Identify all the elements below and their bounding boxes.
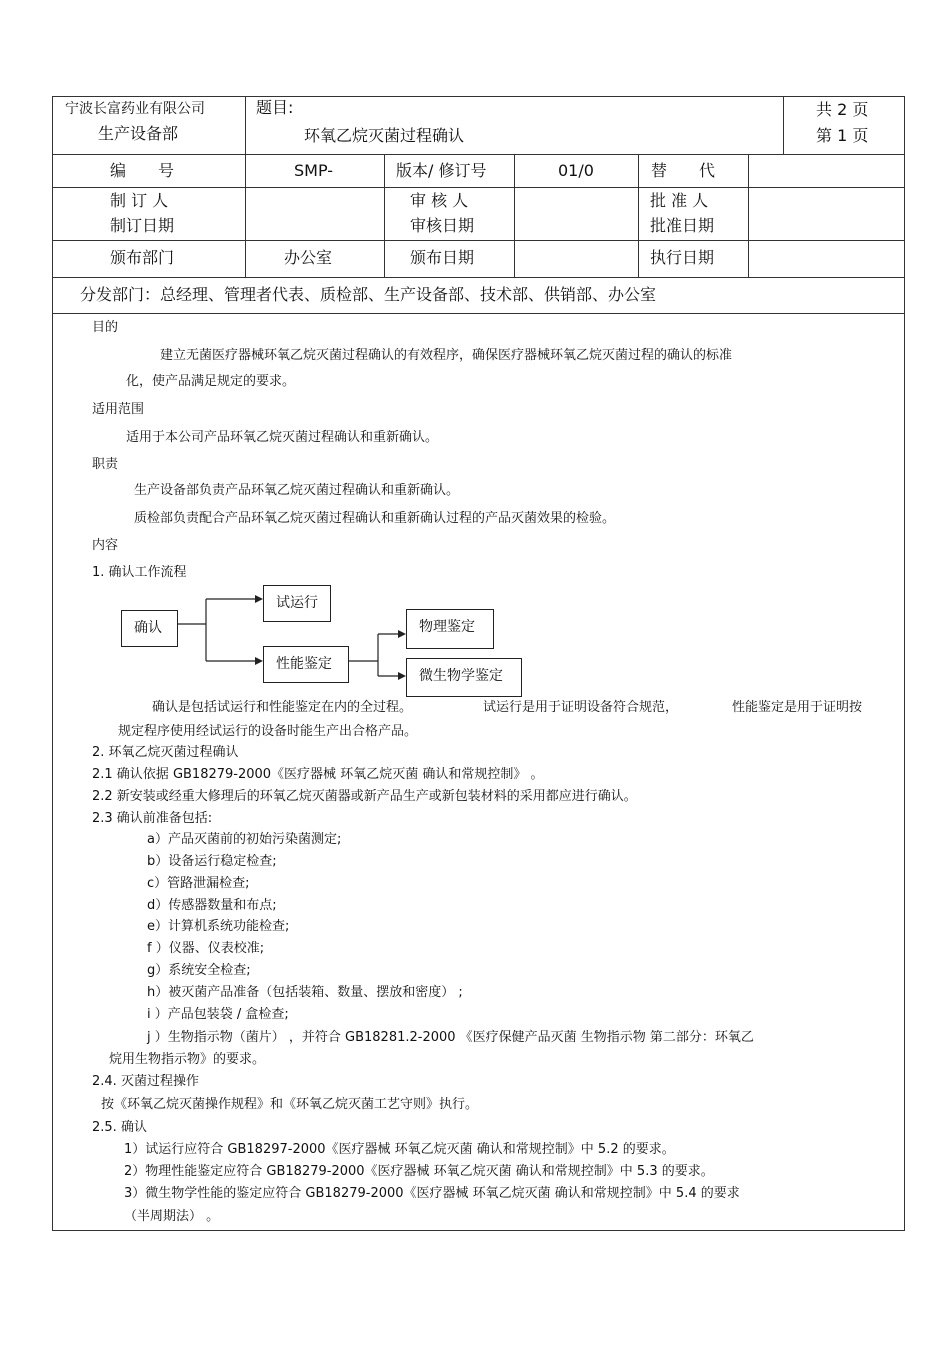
flow-note-1a: 确认是包括试运行和性能鉴定在内的全过程。 (152, 700, 413, 715)
section-2-3: 2.3 确认前准备包括: (92, 811, 213, 826)
flow-node-confirm: 确认 (121, 610, 178, 647)
purpose-text-1: 建立无菌医疗器械环氧乙烷灭菌过程确认的有效程序，确保医疗器械环氧乙烷灭菌过程的确认的标准 (160, 348, 733, 363)
section-2-5-item-1: 1）试运行应符合 GB18297-2000《医疗器械 环氧乙烷灭菌 确认和常规控制》中 5.2 的要求。 (124, 1142, 675, 1157)
document-title: 环氧乙烷灭菌过程确认 (304, 126, 465, 145)
prep-item: d）传感器数量和布点; (147, 898, 277, 913)
version-value: 01/0 (558, 161, 594, 180)
scope-text: 适用于本公司产品环氧乙烷灭菌过程确认和重新确认。 (126, 430, 439, 445)
flow-node-physical: 物理鉴定 (406, 609, 494, 649)
issue-date-label: 颁布日期 (410, 248, 475, 267)
prep-item: e）计算机系统功能检查; (147, 919, 290, 934)
content-heading: 内容 (92, 538, 119, 553)
number-label: 编 号 (110, 161, 175, 180)
version-label: 版本/ 修订号 (396, 161, 487, 180)
responsibility-text-1: 生产设备部负责产品环氧乙烷灭菌过程确认和重新确认。 (134, 483, 460, 498)
distribution: 分发部门：总经理、管理者代表、质检部、生产设备部、技术部、供销部、办公室 (80, 285, 657, 304)
flow-node-microbiological: 微生物学鉴定 (406, 658, 522, 697)
exec-date-label: 执行日期 (650, 248, 715, 267)
responsibility-text-2: 质检部负责配合产品环氧乙烷灭菌过程确认和重新确认过程的产品灭菌效果的检验。 (134, 511, 616, 526)
purpose-heading: 目的 (92, 320, 119, 335)
company-name: 宁波长富药业有限公司 (65, 101, 205, 117)
section-2-2: 2.2 新安装或经重大修理后的环氧乙烷灭菌器或新产品生产或新包装材料的采用都应进行确认。 (92, 789, 637, 804)
prep-item: c）管路泄漏检查; (147, 876, 250, 891)
prep-item: a）产品灭菌前的初始污染菌测定; (147, 832, 342, 847)
issue-dept-value: 办公室 (284, 248, 333, 267)
section-2-5-item-3a: 3）微生物学性能的鉴定应符合 GB18279-2000《医疗器械 环氧乙烷灭菌 确认和常规控制》中 5.4 的要求 (124, 1186, 740, 1201)
purpose-text-2: 化，使产品满足规定的要求。 (126, 374, 296, 389)
flow-note-2: 规定程序使用经试运行的设备时能生产出合格产品。 (118, 724, 418, 739)
draft-date-label: 制订日期 (110, 216, 175, 235)
scope-heading: 适用范围 (92, 402, 145, 417)
review-date-label: 审核日期 (410, 216, 475, 235)
total-pages: 共 2 页 (816, 100, 869, 119)
prep-item: i ）产品包装袋 / 盒检查; (147, 1007, 289, 1022)
prep-item: h）被灭菌产品准备（包括装箱、数量、摆放和密度） ; (147, 985, 463, 1000)
prep-item: g）系统安全检查; (147, 963, 251, 978)
responsibility-heading: 职责 (92, 457, 119, 472)
section-1-heading: 1. 确认工作流程 (92, 565, 187, 580)
approver-label: 批 准 人 (650, 191, 709, 210)
reviewer-label: 审 核 人 (410, 191, 469, 210)
section-2-1: 2.1 确认依据 GB18279-2000《医疗器械 环氧乙烷灭菌 确认和常规控制》 。 (92, 767, 544, 782)
section-2-5-item-2: 2）物理性能鉴定应符合 GB18279-2000《医疗器械 环氧乙烷灭菌 确认和常规控制》中 5.3 的要求。 (124, 1164, 714, 1179)
drafter-label: 制 订 人 (110, 191, 169, 210)
prep-item: f ）仪器、仪表校准; (147, 941, 265, 956)
approve-date-label: 批准日期 (650, 216, 715, 235)
section-2-4-text: 按《环氧乙烷灭菌操作规程》和《环氧乙烷灭菌工艺守则》执行。 (101, 1097, 479, 1112)
number-value: SMP- (294, 161, 334, 180)
prep-item-j-line-1: j ）生物指示物（菌片） ，并符合 GB18281.2-2000 《医疗保健产品灭菌 生物指示物 第二部分：环氧乙 (147, 1030, 754, 1045)
issue-dept-label: 颁布部门 (110, 248, 175, 267)
replace-label: 替 代 (651, 161, 716, 180)
flow-node-performance: 性能鉴定 (263, 646, 349, 683)
prep-item: b）设备运行稳定检查; (147, 854, 277, 869)
department-name: 生产设备部 (98, 124, 179, 143)
page-number: 第 1 页 (816, 126, 869, 145)
flow-note-1c: 性能鉴定是用于证明按 (732, 700, 863, 715)
section-2-4: 2.4. 灭菌过程操作 (92, 1074, 199, 1089)
section-2-heading: 2. 环氧乙烷灭菌过程确认 (92, 745, 239, 760)
flow-note-1b: 试运行是用于证明设备符合规范， (483, 700, 679, 715)
section-2-5: 2.5. 确认 (92, 1120, 147, 1135)
prep-item-j-line-2: 烷用生物指示物》的要求。 (109, 1052, 266, 1067)
section-2-5-item-3b: （半周期法） 。 (124, 1209, 220, 1224)
title-label: 题目: (256, 98, 294, 117)
flow-node-trial-run: 试运行 (263, 585, 331, 622)
